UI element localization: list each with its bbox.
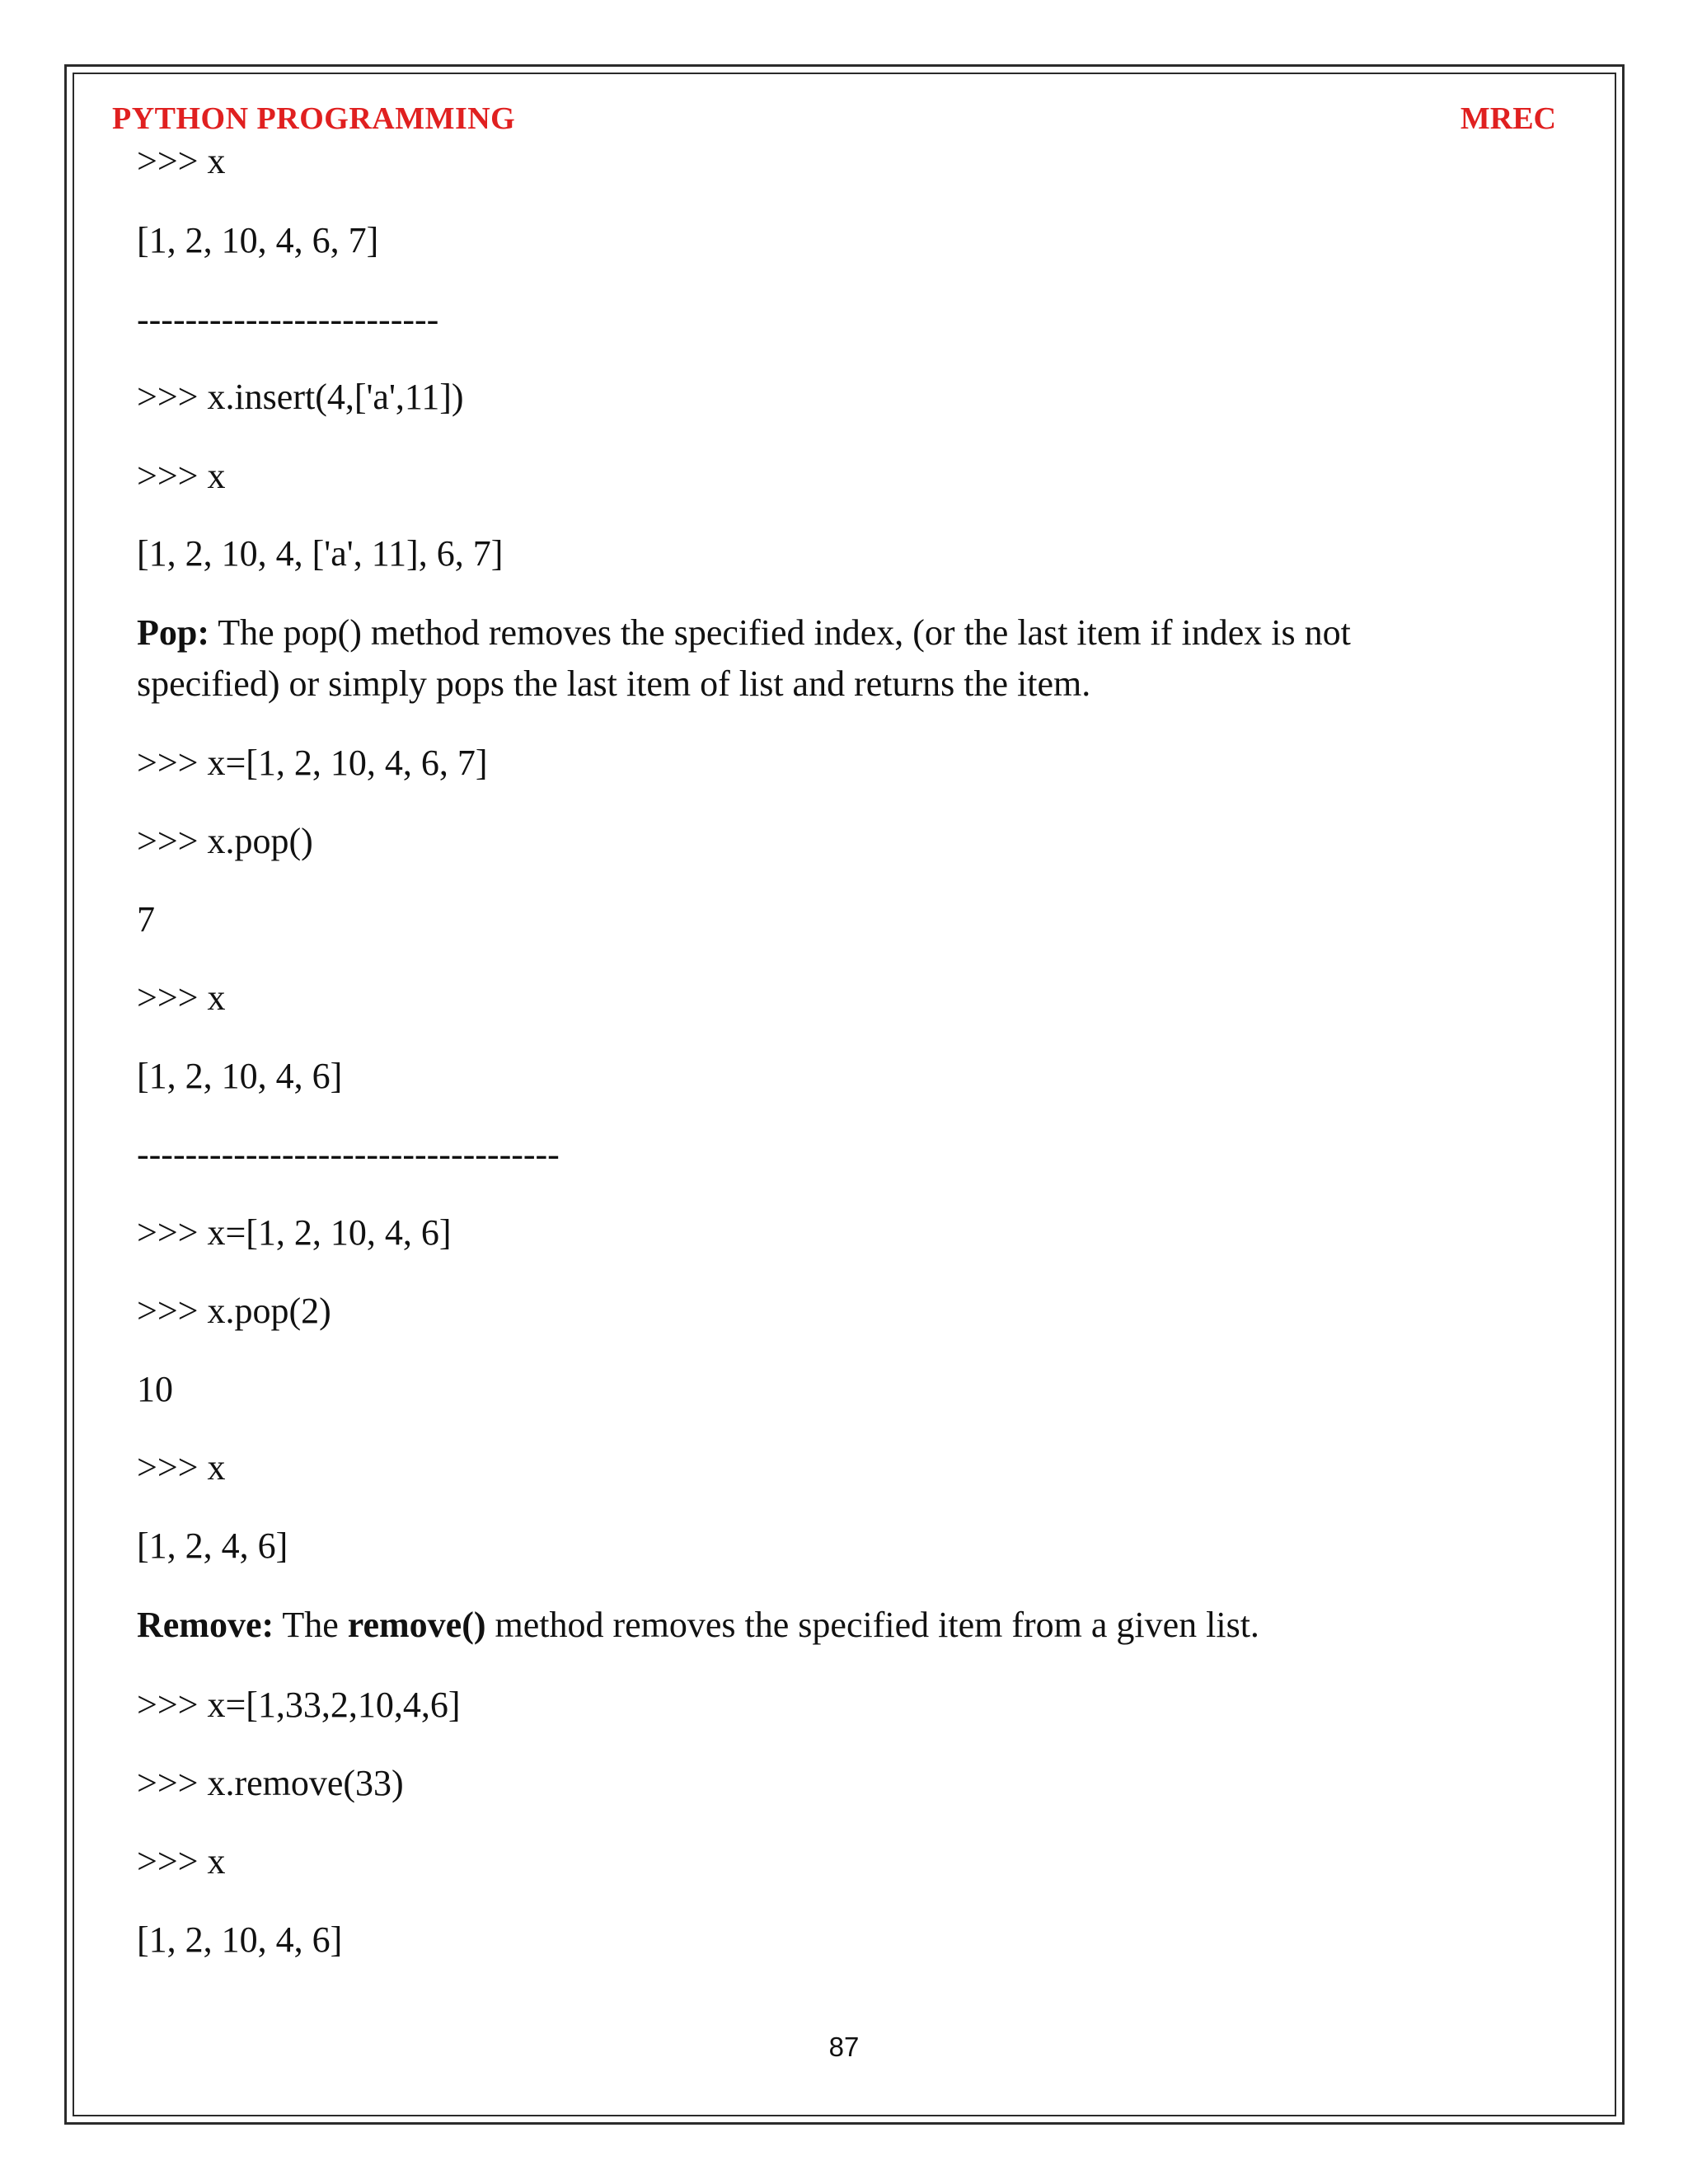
output-line: [1, 2, 10, 4, 6, 7] xyxy=(137,220,379,260)
separator-line: ------------------------- xyxy=(137,299,439,340)
header-title: PYTHON PROGRAMMING xyxy=(112,101,516,136)
code-line: >>> x.pop() xyxy=(137,821,313,861)
remove-text: method removes the specified item from a given list. xyxy=(485,1605,1259,1645)
code-line: >>> x xyxy=(137,977,226,1018)
separator-line: ----------------------------------- xyxy=(137,1134,560,1174)
code-line: >>> x.insert(4,['a',11]) xyxy=(137,377,464,417)
output-line: 10 xyxy=(137,1369,173,1409)
remove-term: Remove: xyxy=(137,1605,274,1645)
pop-term: Pop: xyxy=(137,612,209,653)
output-line: 7 xyxy=(137,899,155,940)
output-line: [1, 2, 4, 6] xyxy=(137,1526,288,1566)
remove-text: The xyxy=(274,1605,348,1645)
output-line: [1, 2, 10, 4, 6] xyxy=(137,1919,343,1960)
pop-description xyxy=(137,607,1456,710)
output-line: [1, 2, 10, 4, ['a', 11], 6, 7] xyxy=(137,533,504,574)
pop-text: The pop() method removes the specified index, (or the last item if index is not specified) or simply pops the last item of list and returns the item. xyxy=(137,612,1351,704)
code-line: >>> x xyxy=(137,1841,226,1882)
remove-method: remove() xyxy=(347,1605,486,1645)
output-line: [1, 2, 10, 4, 6] xyxy=(137,1056,343,1096)
page-number: 87 xyxy=(828,2032,860,2062)
code-line: >>> x.remove(33) xyxy=(137,1763,404,1803)
code-line: >>> x xyxy=(137,1447,226,1488)
code-line: >>> x xyxy=(137,456,226,496)
code-line: >>> x=[1,33,2,10,4,6] xyxy=(137,1685,461,1725)
code-line: >>> x.pop(2) xyxy=(137,1291,331,1331)
remove-description xyxy=(137,1600,1456,1651)
code-line: >>> x xyxy=(137,141,226,181)
header-institution: MREC xyxy=(1460,101,1556,136)
code-line: >>> x=[1, 2, 10, 4, 6] xyxy=(137,1212,452,1253)
code-line: >>> x=[1, 2, 10, 4, 6, 7] xyxy=(137,743,488,783)
